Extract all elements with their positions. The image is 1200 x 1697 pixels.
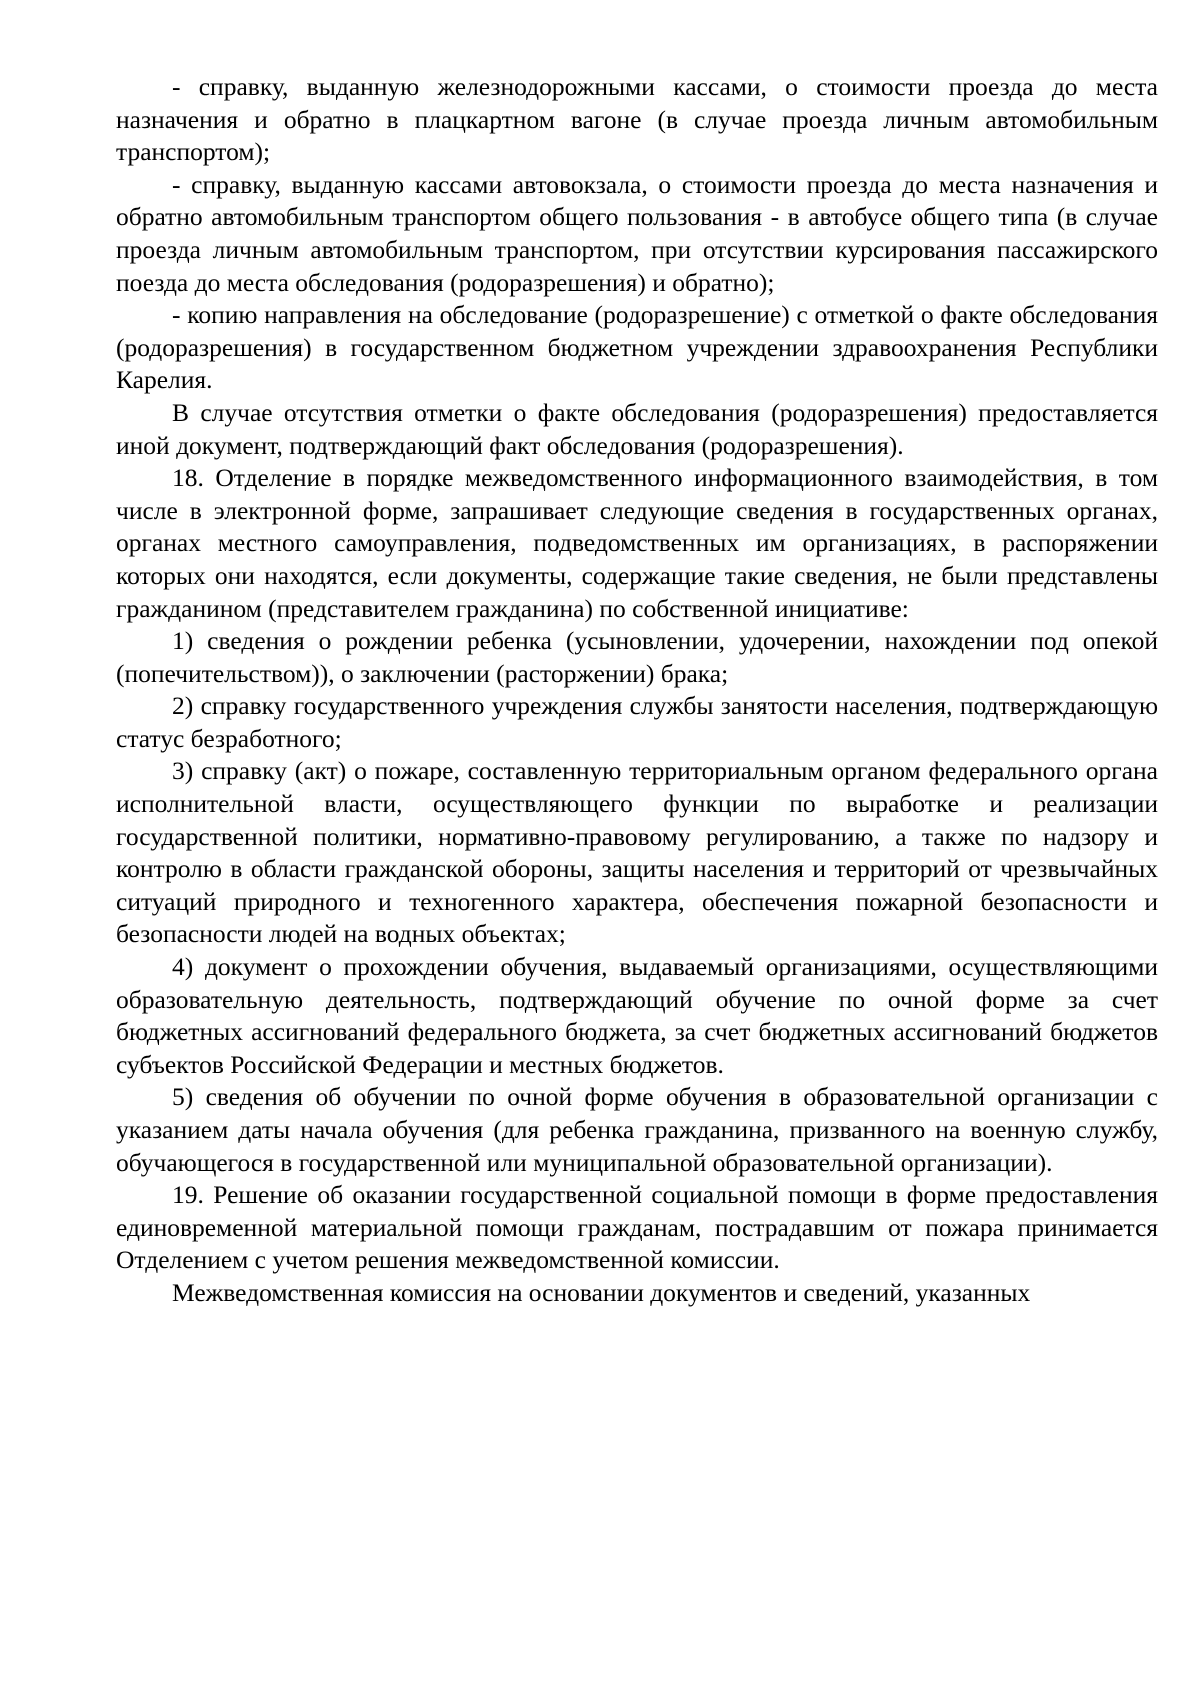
list-item-2-unemployment-certificate: 2) справку государственного учреждения службы занятости населения, подтверждающую статус безработного;: [116, 691, 1158, 753]
document-page: [116, 71, 1158, 1310]
paragraph-absence-of-mark: В случае отсутствия отметки о факте обследования (родоразрешения) предоставляется иной документ, подтверждающий факт обследования (родоразрешения).: [116, 397, 1158, 460]
paragraph-section-18: 18. Отделение в порядке межведомственного информационного взаимодействия, в том числе в электронной форме, запрашивает следующие сведения в государственных органах, органах местного самоуправления, подведомственных им организациях, в распоряжении которых они находятся, если документы, содержащие такие сведения, не были представлены гражданином (представителем гражданина) по собственной инициативе:: [116, 463, 1158, 623]
list-item-1-birth-info: 1) сведения о рождении ребенка (усыновлении, удочерении, нахождении под опекой (попечительством)), о заключении (расторжении) брака;: [116, 626, 1158, 688]
paragraph-referral-copy: - копию направления на обследование (родоразрешение) с отметкой о факте обследования (родоразрешения) в государственном бюджетном учреждении здравоохранения Республики Карелия.: [116, 300, 1158, 395]
paragraph-railway-ticket-certificate: - справку, выданную железнодорожными кассами, о стоимости проезда до места назначения и обратно в плацкартном вагоне (в случае проезда личным автомобильным транспортом);: [116, 72, 1158, 167]
paragraph-bus-station-certificate: - справку, выданную кассами автовокзала, о стоимости проезда до места назначения и обратно автомобильным транспортом общего пользования - в автобусе общего типа (в случае проезда личным автомобильным транспортом, при отсутствии курсирования пассажирского поезда до места обследования (родоразрешения) и обратно);: [116, 169, 1158, 297]
paragraph-section-19: 19. Решение об оказании государственной социальной помощи в форме предоставления единовременной материальной помощи гражданам, пострадавшим от пожара принимается Отделением с учетом решения межведомственной комиссии.: [116, 1180, 1158, 1275]
paragraph-commission: Межведомственная комиссия на основании документов и сведений, указанных: [172, 1277, 1031, 1307]
list-item-5-education-info: 5) сведения об обучении по очной форме обучения в образовательной организации с указанием даты начала обучения (для ребенка гражданина, призванного на военную службу, обучающегося в государственной или муниципальной образовательной организации).: [116, 1082, 1158, 1177]
list-item-4-education-document: 4) документ о прохождении обучения, выдаваемый организациями, осуществляющими образовательную деятельность, подтверждающий обучение по очной форме за счет бюджетных ассигнований федерального бюджета, за счет бюджетных ассигнований бюджетов субъектов Российской Федерации и местных бюджетов.: [116, 952, 1158, 1079]
list-item-3-fire-certificate: 3) справку (акт) о пожаре, составленную территориальным органом федерального органа исполнительной власти, осуществляющего функции по выработке и реализации государственной политики, нормативно-правовому регулированию, а также по надзору и контролю в области гражданской обороны, защиты населения и территорий от чрезвычайных ситуаций природного и техногенного характера, обеспечения пожарной безопасности и безопасности людей на водных объектах;: [116, 756, 1158, 949]
